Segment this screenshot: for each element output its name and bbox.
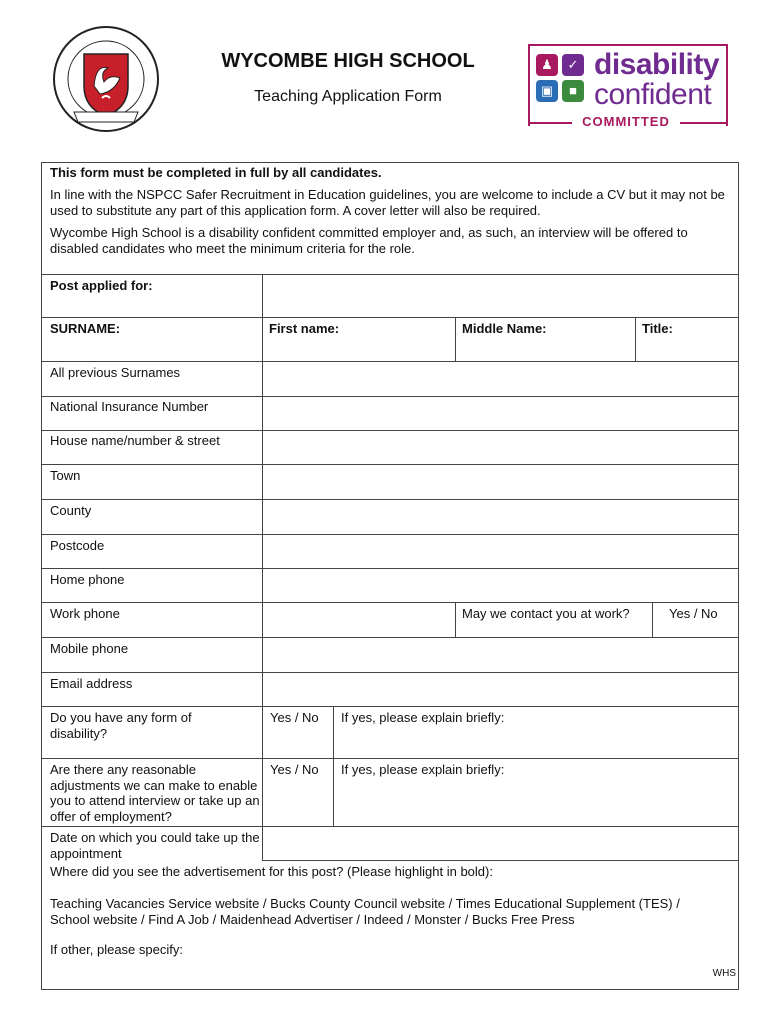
work-phone-field[interactable] xyxy=(263,603,455,637)
previous-surnames-label: All previous Surnames xyxy=(50,365,181,380)
contact-at-work-yes-no[interactable]: Yes / No xyxy=(669,606,718,621)
disability-explain-label: If yes, please explain briefly: xyxy=(341,710,505,725)
postcode-field[interactable] xyxy=(263,535,739,568)
school-name: WYCOMBE HIGH SCHOOL xyxy=(221,50,475,72)
school-crest xyxy=(44,24,168,134)
house-field[interactable] xyxy=(263,431,739,464)
post-applied-label: Post applied for: xyxy=(50,278,153,293)
row-divider xyxy=(262,860,739,861)
contact-at-work-label: May we contact you at work? xyxy=(462,606,630,621)
middle-name-label: Middle Name: xyxy=(462,321,547,336)
adjustments-question: Are there any reasonable adjustments we can make to enable you to attend interview or take up an offer of employment? xyxy=(50,762,260,824)
disability-yes-no[interactable]: Yes / No xyxy=(270,710,319,725)
first-name-label: First name: xyxy=(269,321,340,336)
work-phone-label: Work phone xyxy=(50,606,120,621)
previous-surnames-field[interactable] xyxy=(263,362,739,396)
chat-icon: ■ xyxy=(562,80,584,102)
dc-word-confident: confident xyxy=(594,78,712,111)
county-field[interactable] xyxy=(263,500,739,534)
check-icon: ✓ xyxy=(562,54,584,76)
column-divider xyxy=(455,317,456,361)
cv-note: In line with the NSPCC Safer Recruitment in Education guidelines, you are welcome to include a CV but it may not be used to substitute any part of this application form. A cover letter will also be required. xyxy=(50,187,725,218)
surname-label: SURNAME: xyxy=(50,321,121,336)
advert-options[interactable]: Teaching Vacancies Service website / Bucks County Council website / Times Educational Supplement (TES) / School website / Find A Job / Maidenhead Advertiser / Indeed / Monster / Bucks Free Press xyxy=(50,896,680,927)
title-label: Title: xyxy=(642,321,673,336)
start-date-label: Date on which you could take up the appointment xyxy=(50,830,260,861)
mobile-phone-field[interactable] xyxy=(263,638,739,672)
row-divider xyxy=(41,706,739,707)
disability-confident-logo xyxy=(528,44,728,128)
home-phone-field[interactable] xyxy=(263,569,739,602)
email-label: Email address xyxy=(50,676,133,691)
footer-code: WHS xyxy=(712,968,736,979)
start-date-field[interactable] xyxy=(263,827,739,860)
disability-confident-note: Wycombe High School is a disability confident committed employer and, as such, an interview will be offered to disabled candidates who meet the minimum criteria for the role. xyxy=(50,225,688,256)
lock-icon: ▣ xyxy=(536,80,558,102)
adjustments-explain-label: If yes, please explain briefly: xyxy=(341,762,505,777)
advert-question: Where did you see the advertisement for this post? (Please highlight in bold): xyxy=(50,864,493,879)
town-label: Town xyxy=(50,468,81,483)
post-applied-field[interactable] xyxy=(263,275,739,317)
disability-question: Do you have any form of disability? xyxy=(50,710,192,741)
email-field[interactable] xyxy=(263,673,739,706)
dc-icon-grid xyxy=(536,52,588,104)
adjustments-yes-no[interactable]: Yes / No xyxy=(270,762,319,777)
other-specify-label: If other, please specify: xyxy=(50,942,183,957)
column-divider xyxy=(455,602,456,637)
row-divider xyxy=(41,758,739,759)
column-divider xyxy=(333,706,334,826)
ni-number-label: National Insurance Number xyxy=(50,399,209,414)
form-title: Teaching Application Form xyxy=(254,88,442,105)
column-divider xyxy=(635,317,636,361)
mobile-phone-label: Mobile phone xyxy=(50,641,129,656)
house-label: House name/number & street xyxy=(50,433,220,448)
dc-word-disability: disability xyxy=(594,48,720,81)
town-field[interactable] xyxy=(263,465,739,499)
people-icon: ♟ xyxy=(536,54,558,76)
ni-number-field[interactable] xyxy=(263,397,739,430)
dc-committed-label: COMMITTED xyxy=(572,114,680,129)
postcode-label: Postcode xyxy=(50,538,105,553)
county-label: County xyxy=(50,503,92,518)
home-phone-label: Home phone xyxy=(50,572,125,587)
column-divider xyxy=(652,602,653,637)
must-complete-note: This form must be completed in full by all candidates. xyxy=(50,165,382,180)
